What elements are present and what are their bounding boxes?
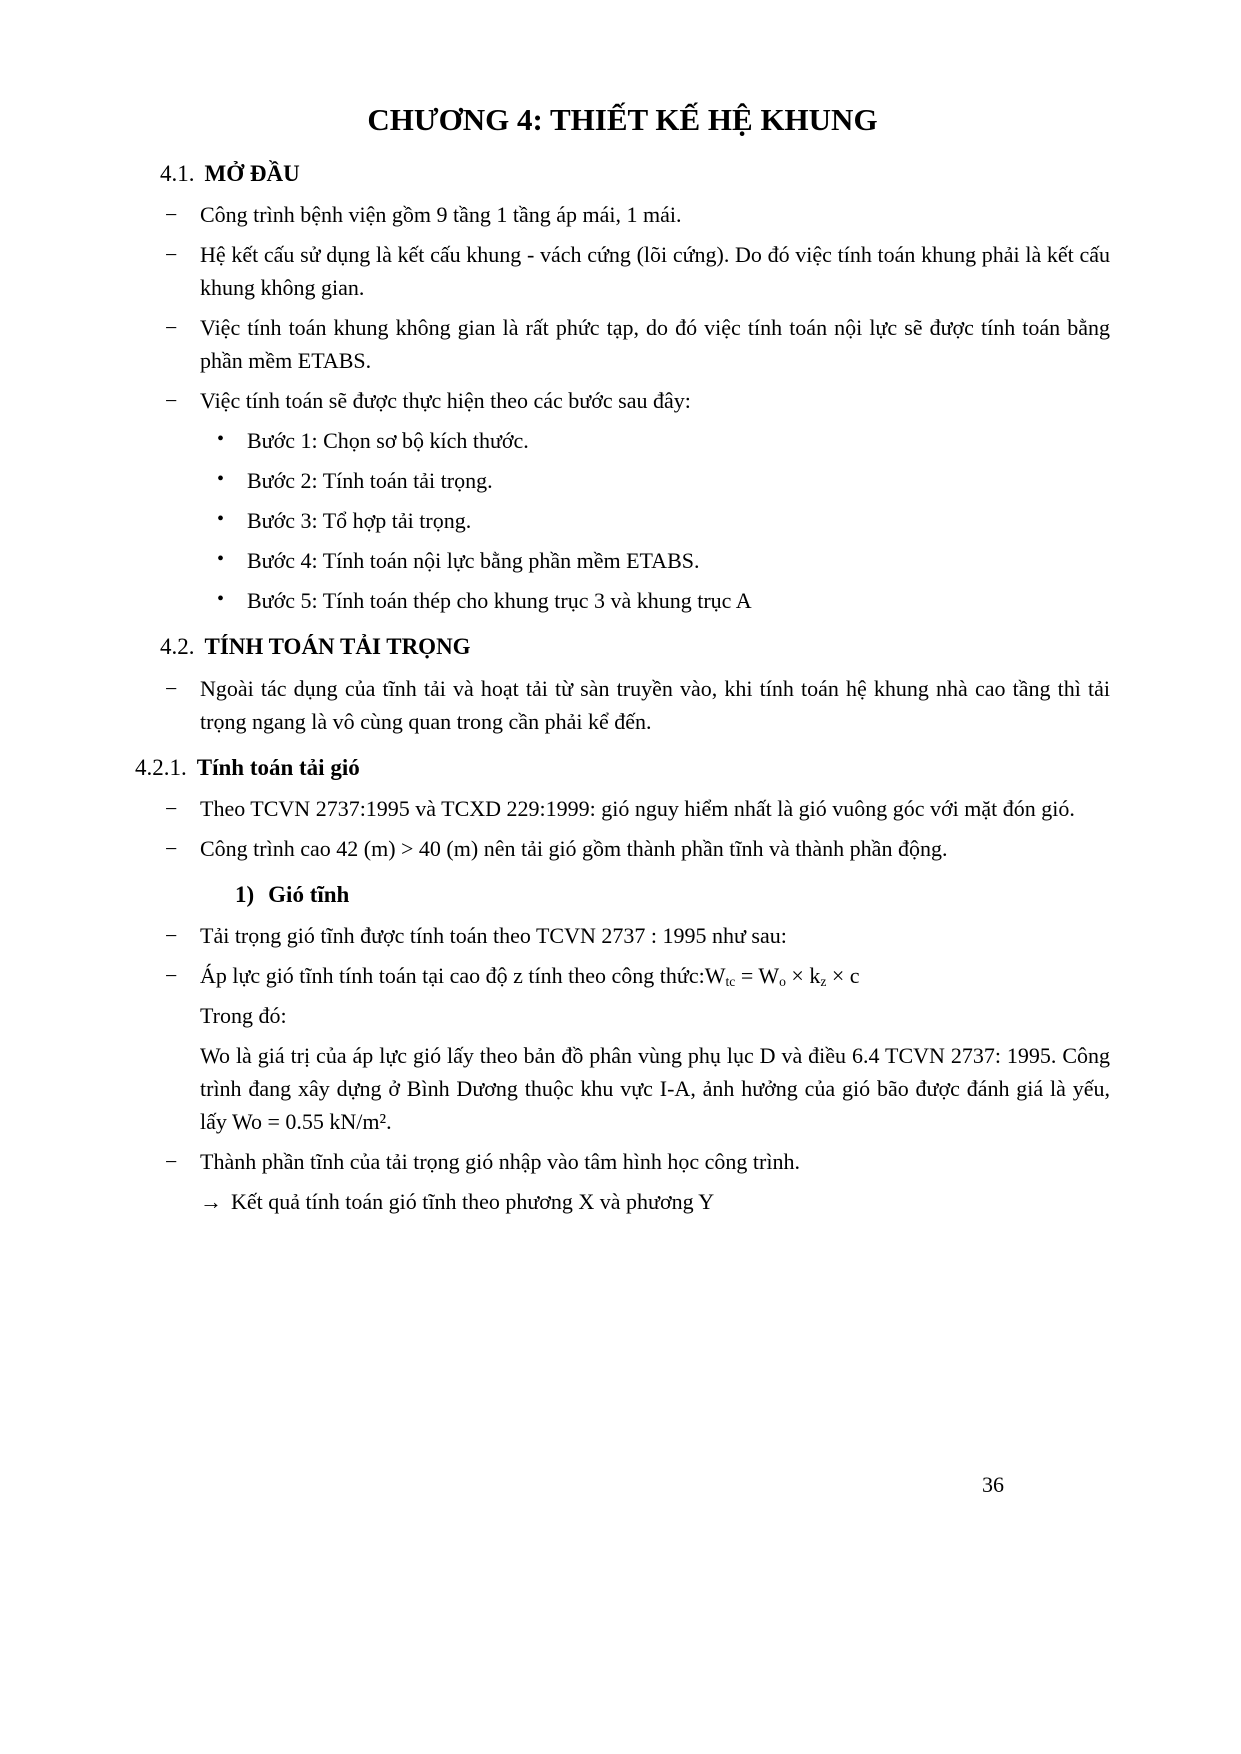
step-text: Bước 5: Tính toán thép cho khung trục 3 và khung trục A — [247, 588, 752, 614]
formula-part: × k — [785, 963, 821, 989]
formula-sub-tc: tc — [725, 974, 736, 990]
step-text: Bước 2: Tính toán tải trọng. — [247, 468, 493, 494]
paragraph-item — [135, 311, 1110, 377]
paragraph-text: Hệ kết cấu sử dụng là kết cấu khung - vách cứng (lõi cứng). Do đó việc tính toán khung phải là kết cấu khung không gian. — [200, 242, 1110, 301]
formula-sub-z: z — [820, 974, 827, 990]
dash-marker: − — [165, 388, 178, 414]
section-4-2-1-number: 4.2.1. — [135, 754, 187, 780]
dash-marker: − — [165, 835, 178, 861]
step-item — [135, 584, 1110, 617]
paragraph-text: Thành phần tĩnh của tải trọng gió nhập vào tâm hình học công trình. — [200, 1149, 800, 1175]
result-arrow-line — [200, 1185, 1110, 1218]
formula-sub-o: o — [779, 974, 786, 990]
bullet-marker: • — [217, 548, 225, 571]
paragraph-text: Ngoài tác dụng của tĩnh tải và hoạt tải từ sàn truyền vào, khi tính toán hệ khung nhà cao tầng thì tải trọng ngang là vô cùng quan trong cần phải kể đến. — [200, 675, 1110, 734]
formula-prefix: Áp lực gió tĩnh tính toán tại cao độ z tính theo công thức: — [200, 963, 705, 989]
bullet-marker: • — [217, 588, 225, 611]
paragraph-continuation: Wo là giá trị của áp lực gió lấy theo bản đồ phân vùng phụ lục D và điều 6.4 TCVN 2737: 1995. Công trình đang xây dựng ở Bình Dương thuộc khu vực I-A, ảnh hưởng của gió bão được đánh giá là yếu, lấy Wo = 0.55 kN/m². — [200, 1043, 1110, 1135]
section-4-1-heading — [160, 158, 1110, 190]
gio-tinh-title: Gió tĩnh — [268, 881, 350, 907]
paragraph-text: Theo TCVN 2737:1995 và TCXD 229:1999: gió nguy hiểm nhất là gió vuông góc với mặt đón gió. — [200, 795, 1075, 821]
paragraph-continuation: Trong đó: — [200, 1003, 287, 1029]
step-text: Bước 1: Chọn sơ bộ kích thước. — [247, 428, 529, 454]
formula-part: W — [704, 963, 726, 989]
chapter-title: CHƯƠNG 4: THIẾT KẾ HỆ KHUNG — [367, 102, 878, 137]
bullet-marker: • — [217, 428, 225, 451]
paragraph-text: Việc tính toán sẽ được thực hiện theo các bước sau đây: — [200, 388, 691, 414]
dash-marker: − — [165, 795, 178, 821]
section-4-1-number: 4.1. — [160, 161, 195, 187]
step-item — [135, 424, 1110, 457]
paragraph-text: Tải trọng gió tĩnh được tính toán theo TCVN 2737 : 1995 như sau: — [200, 923, 787, 949]
section-4-2-1-heading — [135, 752, 1110, 784]
dash-marker: − — [165, 315, 178, 341]
formula-paragraph-item — [135, 959, 1110, 992]
paragraph-text: Công trình cao 42 (m) > 40 (m) nên tải gió gồm thành phần tĩnh và thành phần động. — [200, 835, 948, 861]
formula-line — [200, 959, 1110, 992]
dash-marker: − — [165, 675, 178, 701]
paragraph-text: Công trình bệnh viện gồm 9 tầng 1 tầng áp mái, 1 mái. — [200, 202, 682, 228]
dash-marker: − — [165, 242, 178, 268]
paragraph-item — [135, 792, 1110, 825]
section-4-2-number: 4.2. — [160, 634, 195, 660]
dash-marker: − — [165, 202, 178, 228]
result-arrow-text: Kết quả tính toán gió tĩnh theo phương X và phương Y — [231, 1189, 715, 1215]
dash-marker: − — [165, 1149, 178, 1175]
arrow-marker: → — [200, 1189, 222, 1215]
paragraph-item — [135, 198, 1110, 231]
bullet-marker: • — [217, 468, 225, 491]
section-4-2-1-title: Tính toán tải gió — [196, 754, 360, 780]
formula-wtc — [705, 963, 860, 988]
paragraph-item — [135, 384, 1110, 417]
paragraph-item — [135, 1145, 1110, 1178]
step-text: Bước 4: Tính toán nội lực bằng phần mềm ETABS. — [247, 548, 700, 574]
dash-marker: − — [165, 963, 178, 989]
paragraph-item — [135, 238, 1110, 304]
formula-part: = W — [735, 963, 780, 989]
dash-marker: − — [165, 923, 178, 949]
paragraph-item — [135, 919, 1110, 952]
gio-tinh-heading — [235, 879, 1110, 911]
formula-part: × c — [826, 963, 860, 989]
section-4-1-title: MỞ ĐẦU — [204, 161, 300, 187]
paragraph-item — [135, 832, 1110, 865]
gio-tinh-number: 1) — [235, 881, 255, 907]
paragraph-item — [135, 672, 1110, 738]
section-4-2-heading — [160, 631, 1110, 663]
step-item — [135, 544, 1110, 577]
step-item — [135, 504, 1110, 537]
paragraph-text: Việc tính toán khung không gian là rất phức tạp, do đó việc tính toán nội lực sẽ được tính toán bằng phần mềm ETABS. — [200, 315, 1110, 374]
page-number: 36 — [982, 1472, 1004, 1497]
section-4-2-title: TÍNH TOÁN TẢI TRỌNG — [204, 634, 471, 660]
bullet-marker: • — [217, 508, 225, 531]
step-item — [135, 464, 1110, 497]
step-text: Bước 3: Tổ hợp tải trọng. — [247, 508, 472, 534]
